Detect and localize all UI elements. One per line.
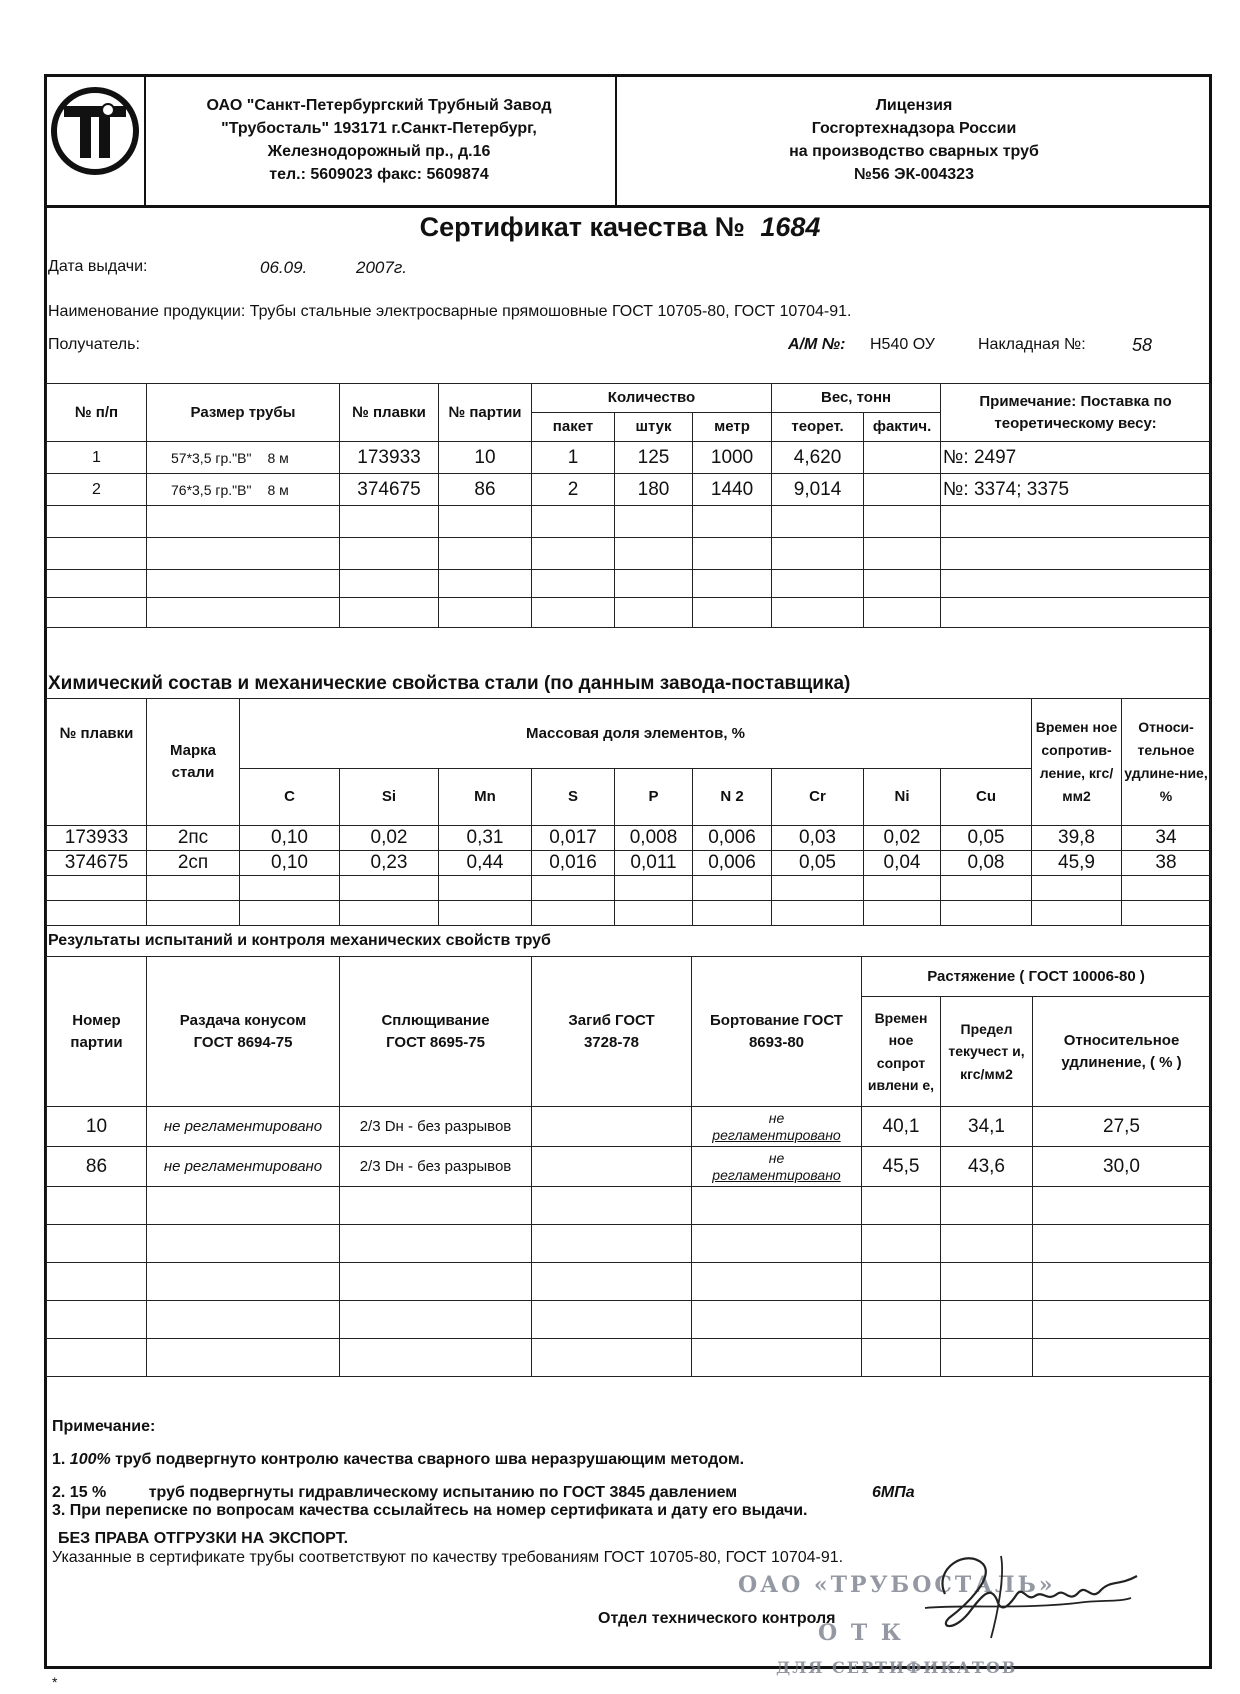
notes-label: Примечание:	[52, 1418, 156, 1435]
product-name: Наименование продукции: Трубы стальные электросварные прямошовные ГОСТ 10705-80, ГОСТ 10704-91.	[48, 303, 852, 320]
cell-element: 0,08	[941, 851, 1032, 876]
cell-pcs: 125	[615, 442, 693, 474]
note-2: 2. 15 % труб подвергнуты гидравлическому испытанию по ГОСТ 3845 давлением	[52, 1484, 738, 1501]
empty-row	[47, 1301, 1211, 1339]
cell-actual	[864, 442, 941, 474]
col-header-flanging: Бортование ГОСТ 8693-80	[692, 957, 862, 1107]
cell-element: 0,05	[772, 851, 864, 876]
col-header-element: C	[240, 769, 340, 826]
empty-row	[47, 1263, 1211, 1301]
col-header-yield: Предел текучест и, кгс/мм2	[941, 997, 1033, 1107]
company-address: ОАО "Санкт-Петербургский Трубный Завод "Трубосталь" 193171 г.Санкт-Петербург, Железнодорожный пр., д.16 тел.: 5609023 факс: 5609874	[206, 97, 552, 183]
cell-element: 0,006	[693, 851, 772, 876]
export-notice: БЕЗ ПРАВА ОТГРУЗКИ НА ЭКСПОРТ.	[58, 1530, 349, 1547]
col-header-elongation: Относительное удлинение, ( % )	[1033, 997, 1211, 1107]
signature-icon	[905, 1546, 1145, 1646]
cell-element: 0,016	[532, 851, 615, 876]
col-header-note: Примечание: Поставка по теоретическому весу:	[941, 384, 1211, 442]
cell-flattening: 2/3 Dн - без разрывов	[340, 1107, 532, 1147]
empty-row	[47, 598, 1211, 628]
col-header-flattening: Сплющивание ГОСТ 8695-75	[340, 957, 532, 1107]
col-header-theoretical: теорет.	[772, 413, 864, 442]
am-value: Н540 ОУ	[870, 336, 935, 353]
cell-batch: 86	[47, 1147, 147, 1187]
cell-yield: 43,6	[941, 1147, 1033, 1187]
table-row	[47, 1107, 1211, 1147]
col-header-element: P	[615, 769, 693, 826]
col-header-element: Mn	[439, 769, 532, 826]
table-row	[47, 474, 1211, 506]
cell-meters: 1000	[693, 442, 772, 474]
issue-date-label: Дата выдачи:	[48, 258, 148, 275]
col-header-batch: Номер партии	[47, 957, 147, 1107]
recipient-label: Получатель:	[48, 336, 140, 353]
col-header-element: Ni	[864, 769, 941, 826]
asterisk-mark: *	[52, 1674, 58, 1690]
empty-row	[47, 506, 1211, 538]
col-header-elongation: Относи-тельное удлине-ние, %	[1122, 699, 1211, 826]
col-header-batch: № партии	[439, 384, 532, 442]
cell-meters: 1440	[693, 474, 772, 506]
cell-bend	[532, 1147, 692, 1187]
certificate-number: 1684	[760, 212, 821, 242]
am-label: А/М №:	[788, 336, 846, 353]
note-3: 3. При переписке по вопросам качества ссылайтесь на номер сертификата и дату его выдачи.	[52, 1502, 808, 1519]
cell-grade: 2сп	[147, 851, 240, 876]
empty-row	[47, 570, 1211, 598]
empty-row	[47, 1225, 1211, 1263]
empty-row	[47, 1187, 1211, 1225]
trubostal-logo-icon	[50, 86, 140, 176]
qc-department: Отдел технического контроля	[598, 1610, 836, 1627]
col-header-grade: Марка стали	[147, 699, 240, 826]
col-header-element: Si	[340, 769, 439, 826]
cell-element: 0,017	[532, 826, 615, 851]
empty-row	[47, 876, 1211, 901]
cell-element: 0,03	[772, 826, 864, 851]
cell-element: 0,05	[941, 826, 1032, 851]
empty-row	[47, 901, 1211, 926]
cell-elongation: 30,0	[1033, 1147, 1211, 1187]
cell-note: №: 3374; 3375	[941, 474, 1211, 506]
cell-element: 0,008	[615, 826, 693, 851]
license-info: Лицензия Госгортехнадзора России на производство сварных труб №56 ЭК-004323	[789, 97, 1039, 183]
product-table	[46, 383, 1211, 628]
cell-grade: 2пс	[147, 826, 240, 851]
cell-tensile-strength: 40,1	[862, 1107, 941, 1147]
issue-year: 2007г.	[356, 258, 407, 277]
cell-element: 0,23	[340, 851, 439, 876]
col-header-quantity: Количество	[532, 384, 772, 413]
table-row	[47, 851, 1211, 876]
table-row	[47, 442, 1211, 474]
col-header-strength: Времен ное сопротив-ление, кгс/мм2	[1032, 699, 1122, 826]
col-header-mass: Массовая доля элементов, %	[240, 699, 1032, 769]
col-header-tension: Растяжение ( ГОСТ 10006-80 )	[862, 957, 1211, 997]
otk-stamp: ОАО «ТРУБОСТАЛЬ» О Т К ДЛЯ СЕРТИФИКАТОВ	[738, 1572, 1056, 1677]
cell-flanging: не регламентировано	[692, 1107, 862, 1147]
cell-pcs: 180	[615, 474, 693, 506]
col-header-melt: № плавки	[340, 384, 439, 442]
col-header-meters: метр	[693, 413, 772, 442]
cell-strength: 39,8	[1032, 826, 1122, 851]
cell-theoretical: 4,620	[772, 442, 864, 474]
cell-melt: 173933	[47, 826, 147, 851]
cell-strength: 45,9	[1032, 851, 1122, 876]
cell-yield: 34,1	[941, 1107, 1033, 1147]
cell-element: 0,011	[615, 851, 693, 876]
cell-flanging: не регламентировано	[692, 1147, 862, 1187]
issue-date-row	[48, 258, 147, 276]
col-header-element: Cr	[772, 769, 864, 826]
col-header-melt: № плавки	[47, 699, 147, 826]
cell-cone: не регламентировано	[147, 1147, 340, 1187]
cell-theoretical: 9,014	[772, 474, 864, 506]
cell-batch: 10	[439, 442, 532, 474]
col-header-bend: Загиб ГОСТ 3728-78	[532, 957, 692, 1107]
cell-pack: 1	[532, 442, 615, 474]
license-cell	[615, 74, 617, 205]
note-2-pressure: 6МПа	[872, 1484, 915, 1501]
note-1: 1. 100% труб подвергнуто контролю качества сварного шва неразрушающим методом.	[52, 1451, 745, 1468]
chemistry-table	[46, 698, 1211, 926]
empty-row	[47, 538, 1211, 570]
cell-element: 0,31	[439, 826, 532, 851]
cell-element: 0,10	[240, 826, 340, 851]
col-header-tensile-strength: Времен ное сопрот ивлени е,	[862, 997, 941, 1107]
cell-element: 0,10	[240, 851, 340, 876]
cell-pack: 2	[532, 474, 615, 506]
table-row	[47, 826, 1211, 851]
waybill-label: Накладная №:	[978, 336, 1086, 353]
col-header-num: № п/п	[47, 384, 147, 442]
chemistry-section-title: Химический состав и механические свойства стали (по данным завода-поставщика)	[48, 673, 851, 694]
cell-elongation: 27,5	[1033, 1107, 1211, 1147]
col-header-element: N 2	[693, 769, 772, 826]
header-box	[44, 74, 1212, 208]
col-header-pcs: штук	[615, 413, 693, 442]
col-header-element: Cu	[941, 769, 1032, 826]
cell-flattening: 2/3 Dн - без разрывов	[340, 1147, 532, 1187]
cell-element: 0,006	[693, 826, 772, 851]
mechanical-section-title: Результаты испытаний и контроля механических свойств труб	[48, 932, 551, 949]
cell-bend	[532, 1107, 692, 1147]
cell-element: 0,02	[864, 826, 941, 851]
cell-element: 0,44	[439, 851, 532, 876]
cell-melt: 374675	[47, 851, 147, 876]
cell-num: 2	[47, 474, 147, 506]
cell-size: 76*3,5 гр."В" 8 м	[147, 474, 340, 506]
cell-batch: 10	[47, 1107, 147, 1147]
cell-elongation: 34	[1122, 826, 1211, 851]
cell-elongation: 38	[1122, 851, 1211, 876]
empty-row	[47, 1339, 1211, 1377]
col-header-actual: фактич.	[864, 413, 941, 442]
cell-actual	[864, 474, 941, 506]
cell-cone: не регламентировано	[147, 1107, 340, 1147]
col-header-element: S	[532, 769, 615, 826]
cell-batch: 86	[439, 474, 532, 506]
compliance-statement: Указанные в сертификате трубы соответствуют по качеству требованиям ГОСТ 10705-80, ГОСТ 10704-91.	[52, 1549, 844, 1566]
waybill-value: 58	[1132, 335, 1153, 355]
col-header-size: Размер трубы	[147, 384, 340, 442]
cell-note: №: 2497	[941, 442, 1211, 474]
cell-melt: 374675	[340, 474, 439, 506]
cell-element: 0,04	[864, 851, 941, 876]
cell-num: 1	[47, 442, 147, 474]
mechanical-table	[46, 956, 1211, 1377]
col-header-weight: Вес, тонн	[772, 384, 941, 413]
cell-size: 57*3,5 гр."В" 8 м	[147, 442, 340, 474]
col-header-pack: пакет	[532, 413, 615, 442]
cell-tensile-strength: 45,5	[862, 1147, 941, 1187]
issue-day: 06.09.	[260, 258, 308, 277]
table-row	[47, 1147, 1211, 1187]
col-header-cone: Раздача конусом ГОСТ 8694-75	[147, 957, 340, 1107]
certificate-title: Сертификат качества № 1684	[419, 212, 821, 242]
cell-element: 0,02	[340, 826, 439, 851]
cell-melt: 173933	[340, 442, 439, 474]
